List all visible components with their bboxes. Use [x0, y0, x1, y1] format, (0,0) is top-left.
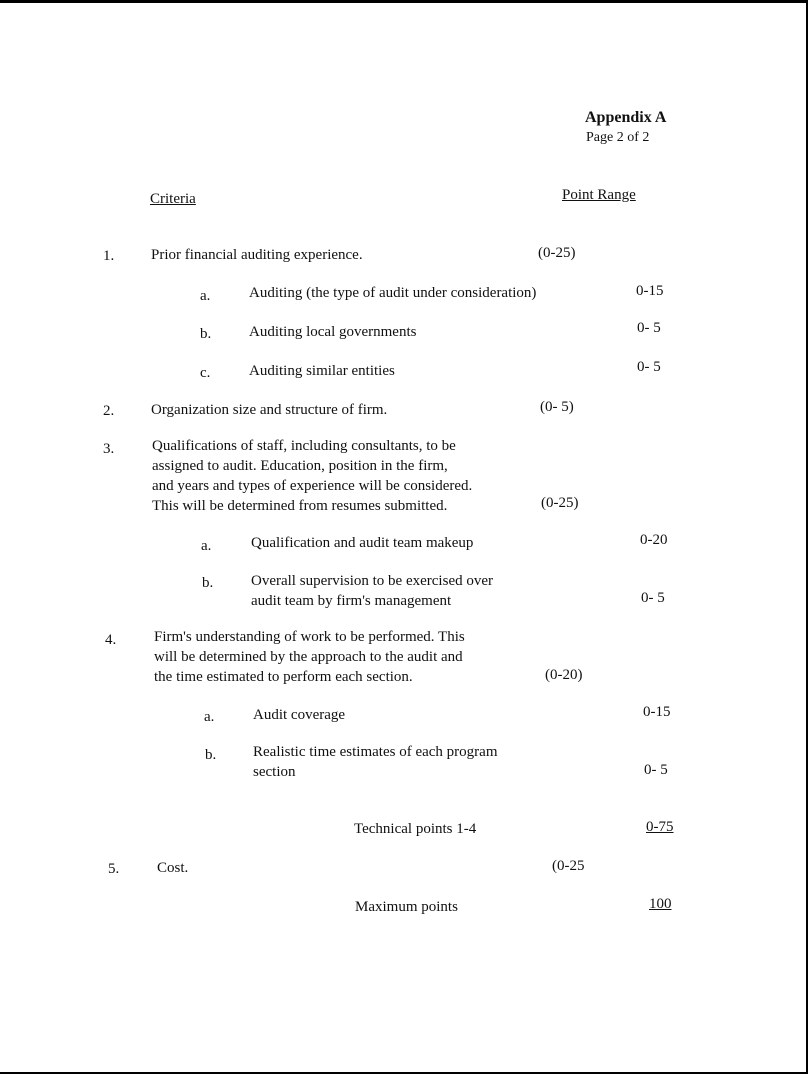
sub-item-letter: b.	[205, 747, 217, 763]
item-range: (0- 5)	[540, 399, 574, 415]
sub-item-text: Qualification and audit team makeup	[251, 535, 474, 551]
item-number: 5.	[108, 861, 120, 877]
point-range-column-header: Point Range	[562, 187, 636, 203]
scan-border-top	[0, 0, 808, 3]
item-range: (0-25)	[541, 495, 579, 511]
sub-item-points: 0-20	[640, 532, 668, 548]
item-range: (0-25)	[538, 245, 576, 261]
maximum-points-label: Maximum points	[355, 899, 458, 915]
sub-item-letter: a.	[204, 709, 215, 725]
sub-item-points: 0- 5	[637, 359, 661, 375]
item-text: Organization size and structure of firm.	[151, 402, 388, 418]
item-number: 2.	[103, 403, 115, 419]
item-number: 1.	[103, 248, 115, 264]
appendix-title: Appendix A	[585, 109, 667, 126]
item-number: 4.	[105, 632, 117, 648]
sub-item-text: Overall supervision to be exercised over audit team by firm's management	[251, 573, 493, 609]
sub-item-letter: c.	[200, 365, 211, 381]
sub-item-points: 0-15	[643, 704, 671, 720]
sub-item-points: 0-15	[636, 283, 664, 299]
sub-item-letter: a.	[200, 288, 211, 304]
sub-item-letter: a.	[201, 538, 212, 554]
technical-points-label: Technical points 1-4	[354, 821, 477, 837]
item-range: (0-20)	[545, 667, 583, 683]
sub-item-points: 0- 5	[637, 320, 661, 336]
sub-item-text: Auditing (the type of audit under consideration)	[249, 285, 537, 301]
sub-item-text: Auditing similar entities	[249, 363, 395, 379]
page-indicator: Page 2 of 2	[586, 130, 650, 145]
item-text: Qualifications of staff, including consultants, to be assigned to audit. Education, position in the firm, and years and types of experience will be considered. This will be determined from resumes submitted.	[152, 438, 473, 514]
sub-item-letter: b.	[202, 575, 214, 591]
item-text: Prior financial auditing experience.	[151, 247, 363, 263]
sub-item-letter: b.	[200, 326, 212, 342]
sub-item-text: Realistic time estimates of each program section	[253, 744, 498, 780]
item-text: Firm's understanding of work to be performed. This will be determined by the approach to the audit and the time estimated to perform each section.	[154, 629, 465, 685]
item-text: Cost.	[157, 860, 189, 876]
criteria-column-header: Criteria	[150, 191, 196, 207]
item-range: (0-25	[552, 858, 585, 874]
item-number: 3.	[103, 441, 115, 457]
technical-points-value: 0-75	[646, 819, 674, 835]
sub-item-text: Auditing local governments	[249, 324, 417, 340]
sub-item-text: Audit coverage	[253, 707, 346, 723]
maximum-points-value: 100	[649, 896, 672, 912]
sub-item-points: 0- 5	[644, 762, 668, 778]
sub-item-points: 0- 5	[641, 590, 665, 606]
